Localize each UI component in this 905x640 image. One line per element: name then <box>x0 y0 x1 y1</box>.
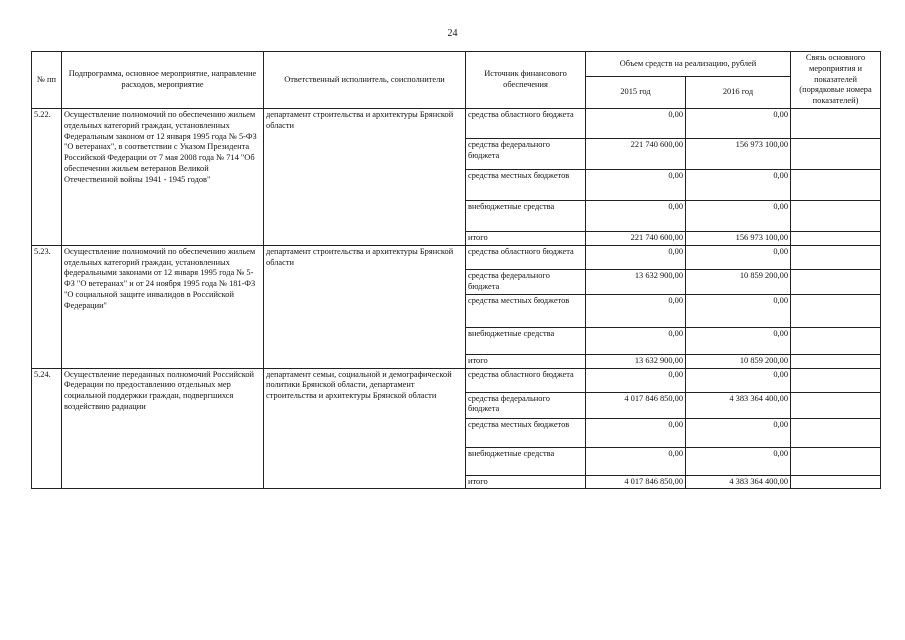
source-name: итого <box>466 354 586 368</box>
source-name: средства федерального бюджета <box>466 392 586 418</box>
table-row <box>32 368 881 392</box>
row-executor: департамент строительства и архитектуры Брянской области <box>264 109 466 246</box>
row-executor: департамент строительства и архитектуры Брянской области <box>264 245 466 368</box>
value-2015: 13 632 900,00 <box>586 269 686 294</box>
header-source: Источник финансового обеспечения <box>466 52 586 109</box>
link-cell <box>791 201 881 232</box>
link-cell <box>791 109 881 139</box>
source-name: средства местных бюджетов <box>466 418 586 447</box>
link-cell <box>791 392 881 418</box>
value-2016: 0,00 <box>686 294 791 327</box>
table-row <box>32 109 881 139</box>
header-executor: Ответственный исполнитель, соисполнители <box>264 52 466 109</box>
link-cell <box>791 170 881 201</box>
value-2016: 4 383 364 400,00 <box>686 392 791 418</box>
header-program: Подпрограмма, основное мероприятие, направление расходов, мероприятие <box>62 52 264 109</box>
source-name: средства федерального бюджета <box>466 269 586 294</box>
link-cell <box>791 294 881 327</box>
row-number: 5.24. <box>32 368 62 489</box>
value-2015: 0,00 <box>586 447 686 475</box>
link-cell <box>791 269 881 294</box>
budget-table <box>31 51 881 489</box>
link-cell <box>791 418 881 447</box>
value-2015: 0,00 <box>586 109 686 139</box>
source-name: средства областного бюджета <box>466 368 586 392</box>
value-2016: 0,00 <box>686 170 791 201</box>
value-2016: 0,00 <box>686 418 791 447</box>
source-name: средства областного бюджета <box>466 109 586 139</box>
value-2015: 221 740 600,00 <box>586 232 686 246</box>
header-volume: Объем средств на реализацию, рублей <box>586 52 791 77</box>
source-name: итого <box>466 475 586 489</box>
row-number: 5.22. <box>32 109 62 246</box>
value-2016: 0,00 <box>686 245 791 269</box>
source-name: итого <box>466 232 586 246</box>
source-name: средства федерального бюджета <box>466 139 586 170</box>
row-program: Осуществление полномочий по обеспечению жильем отдельных категорий граждан, установленных Федеральным законом от 12 января 1995 года № 5-ФЗ "О ветеранах", в соответствии с Указом Президента Российской Федерации от 7 мая 2008 года № 714 "Об обеспечении жильем ветеранов Великой Отечественной войны 1941 - 1945 годов" <box>62 109 264 246</box>
value-2016: 0,00 <box>686 447 791 475</box>
value-2015: 0,00 <box>586 201 686 232</box>
source-name: средства местных бюджетов <box>466 170 586 201</box>
value-2015: 0,00 <box>586 245 686 269</box>
value-2015: 0,00 <box>586 294 686 327</box>
source-name: внебюджетные средства <box>466 327 586 354</box>
link-cell <box>791 139 881 170</box>
value-2015: 4 017 846 850,00 <box>586 475 686 489</box>
value-2015: 0,00 <box>586 368 686 392</box>
header-link: Связь основного мероприятия и показателей (порядковые номера показателей) <box>791 52 881 109</box>
value-2015: 13 632 900,00 <box>586 354 686 368</box>
source-name: внебюджетные средства <box>466 201 586 232</box>
link-cell <box>791 327 881 354</box>
value-2015: 0,00 <box>586 327 686 354</box>
link-cell <box>791 354 881 368</box>
row-number: 5.23. <box>32 245 62 368</box>
value-2016: 0,00 <box>686 368 791 392</box>
link-cell <box>791 447 881 475</box>
value-2016: 0,00 <box>686 327 791 354</box>
link-cell <box>791 475 881 489</box>
value-2016: 0,00 <box>686 201 791 232</box>
header-num: № пп <box>32 52 62 109</box>
source-name: средства местных бюджетов <box>466 294 586 327</box>
header-year-2016: 2016 год <box>686 77 791 109</box>
link-cell <box>791 232 881 246</box>
source-name: внебюджетные средства <box>466 447 586 475</box>
value-2016: 0,00 <box>686 109 791 139</box>
link-cell <box>791 368 881 392</box>
table-row <box>32 245 881 269</box>
link-cell <box>791 245 881 269</box>
source-name: средства областного бюджета <box>466 245 586 269</box>
row-program: Осуществление полномочий по обеспечению жильем отдельных категорий граждан, установленных федеральными законами от 12 января 1995 года № 5-ФЗ "О ветеранах" и от 24 ноября 1995 года № 181-ФЗ "О социальной защите инвалидов в Российской Федерации" <box>62 245 264 368</box>
value-2016: 4 383 364 400,00 <box>686 475 791 489</box>
page-number: 24 <box>447 28 458 39</box>
value-2016: 156 973 100,00 <box>686 232 791 246</box>
header-year-2015: 2015 год <box>586 77 686 109</box>
value-2016: 10 859 200,00 <box>686 269 791 294</box>
value-2015: 0,00 <box>586 418 686 447</box>
value-2015: 0,00 <box>586 170 686 201</box>
value-2016: 10 859 200,00 <box>686 354 791 368</box>
value-2015: 4 017 846 850,00 <box>586 392 686 418</box>
value-2016: 156 973 100,00 <box>686 139 791 170</box>
value-2015: 221 740 600,00 <box>586 139 686 170</box>
row-program: Осуществление переданных полномочий Российской Федерации по предоставлению отдельных мер социальной поддержки граждан, подвергшихся воздействию радиации <box>62 368 264 489</box>
row-executor: департамент семьи, социальной и демографической политики Брянской области, департамент строительства и архитектуры Брянской области <box>264 368 466 489</box>
